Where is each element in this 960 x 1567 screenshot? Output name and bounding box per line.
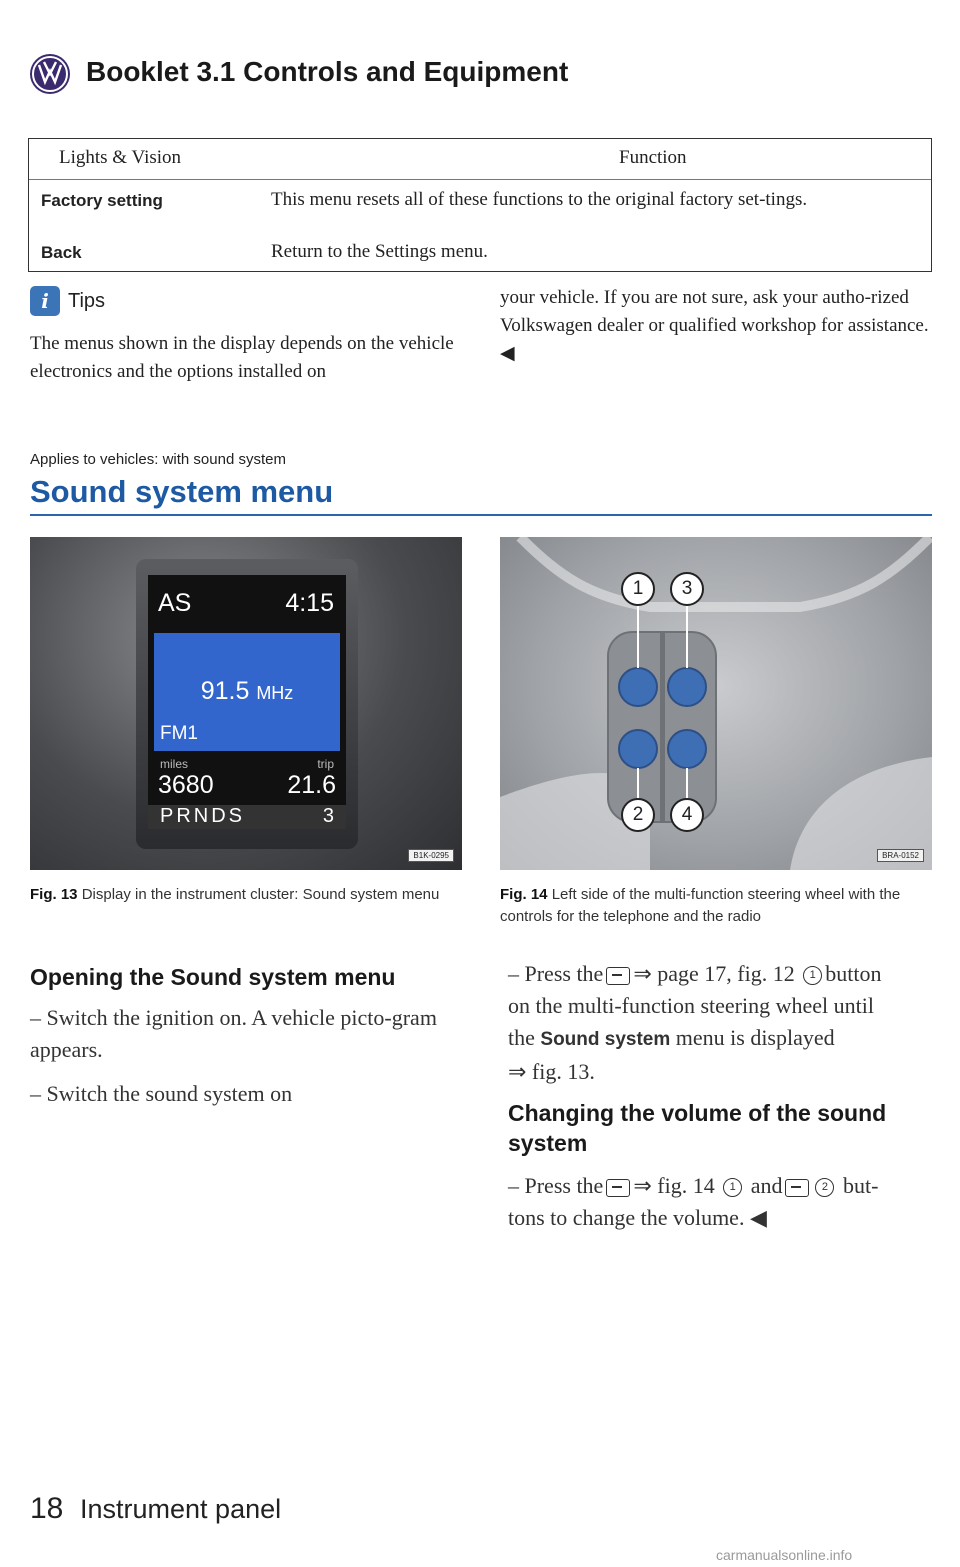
end-marker-icon: ◀ xyxy=(749,1205,767,1230)
tips-text-continued xyxy=(500,284,930,368)
display-mode: AS xyxy=(158,589,192,617)
opening-step-2: – Switch the sound system on xyxy=(30,1081,293,1106)
callout-label-4: 4 xyxy=(681,804,693,825)
section-title: Sound system menu xyxy=(30,474,334,509)
tips-title: Tips xyxy=(68,290,106,312)
gear-letters: PRNDS xyxy=(160,805,246,827)
callout-1-icon: 1 xyxy=(803,966,822,985)
vw-logo-icon xyxy=(30,54,70,94)
table-row-label: Factory setting xyxy=(41,191,163,210)
opening-heading: Opening the Sound system menu xyxy=(30,964,396,990)
callout-label-1: 1 xyxy=(632,578,644,599)
radio-panel xyxy=(154,633,340,751)
figure-13-display xyxy=(30,537,462,870)
volume-figure-reference: ⇒ fig. 14 xyxy=(633,1173,715,1198)
opening-step-1: – Switch the ignition on. A vehicle picto-gram appears. xyxy=(30,1005,437,1062)
volume-heading: Changing the volume of the sound system xyxy=(508,1100,887,1156)
figure-13-number: Fig. 13 xyxy=(30,886,78,903)
table-row-label: Back xyxy=(41,243,82,262)
table-divider xyxy=(29,179,931,180)
volume-text-and: and xyxy=(750,1173,783,1198)
booklet-title: Booklet 3.1 Controls and Equipment xyxy=(86,56,569,87)
press-text-displayed: menu is displayed xyxy=(675,1025,835,1050)
figure-13-caption xyxy=(30,884,460,906)
sound-system-term: Sound system xyxy=(540,1029,671,1050)
press-text-button: button xyxy=(825,961,882,986)
lights-vision-table xyxy=(28,138,932,272)
press-text-line2: on the multi-function steering wheel until xyxy=(508,993,874,1018)
volume-text-end: tons to change the volume. xyxy=(508,1205,745,1230)
table-row-text: This menu resets all of these functions to the original factory set-tings. xyxy=(271,189,808,210)
applies-note: Applies to vehicles: with sound system xyxy=(30,451,286,468)
figure-14-caption xyxy=(500,884,930,928)
gear-indicator xyxy=(148,805,346,829)
callout-1-icon: 1 xyxy=(723,1178,742,1197)
figure-13-caption-text: Display in the instrument cluster: Sound system menu xyxy=(81,886,440,903)
trip-label: trip xyxy=(317,757,334,771)
frequency-readout xyxy=(154,677,340,706)
steering-wheel-drawing xyxy=(500,537,932,870)
trip-value: 21.6 xyxy=(287,771,336,799)
figure-code: B1K-0295 xyxy=(408,849,454,862)
callout-label-3: 3 xyxy=(681,578,693,599)
miles-label: miles xyxy=(160,757,189,771)
footer-section: Instrument panel xyxy=(80,1494,282,1524)
press-text-the: the xyxy=(508,1025,535,1050)
frequency-value: 91.5 xyxy=(200,677,250,705)
page-number: 18 xyxy=(30,1492,64,1525)
info-icon: i xyxy=(30,286,60,316)
miles-value: 3680 xyxy=(158,771,214,799)
section-rule xyxy=(30,514,932,516)
volume-down-button-icon xyxy=(785,1179,809,1197)
watermark: carmanualsonline.info xyxy=(716,1547,853,1563)
display-time: 4:15 xyxy=(285,589,334,617)
table-header-name: Lights & Vision xyxy=(59,147,182,168)
menu-button-icon xyxy=(606,967,630,985)
table-header-function: Function xyxy=(619,147,687,168)
tips-text: The menus shown in the display depends on the vehicle electronics and the options installed on xyxy=(30,333,454,382)
page-reference: ⇒ page 17, fig. 12 xyxy=(633,961,795,986)
tips-text-right: your vehicle. If you are not sure, ask your autho-rized Volkswagen dealer or qualified workshop for assistance. xyxy=(500,287,929,336)
figure-code: BRA-0152 xyxy=(877,849,924,862)
instrument-display xyxy=(148,575,346,829)
frequency-unit: MHz xyxy=(256,683,294,703)
volume-instruction xyxy=(508,1170,932,1234)
table-row-text: Return to the Settings menu. xyxy=(271,241,488,262)
callout-2-icon: 2 xyxy=(815,1178,834,1197)
end-marker-icon: ◀ xyxy=(500,343,515,364)
volume-up-button-icon xyxy=(606,1179,630,1197)
figure-reference: ⇒ fig. 13. xyxy=(508,1059,595,1084)
figure-14-caption-text: Left side of the multi-function steering wheel with the controls for the telephone and the radio xyxy=(500,886,901,925)
callout-label-2: 2 xyxy=(632,804,644,825)
press-text-start: – Press the xyxy=(508,961,604,986)
figure-14-steering-wheel xyxy=(500,537,932,870)
volume-text-start: – Press the xyxy=(508,1173,604,1198)
band-label: FM1 xyxy=(160,723,198,744)
gear-number: 3 xyxy=(322,805,334,827)
volume-text-but: but- xyxy=(842,1173,879,1198)
figure-14-number: Fig. 14 xyxy=(500,886,548,903)
press-instruction xyxy=(508,958,932,1088)
